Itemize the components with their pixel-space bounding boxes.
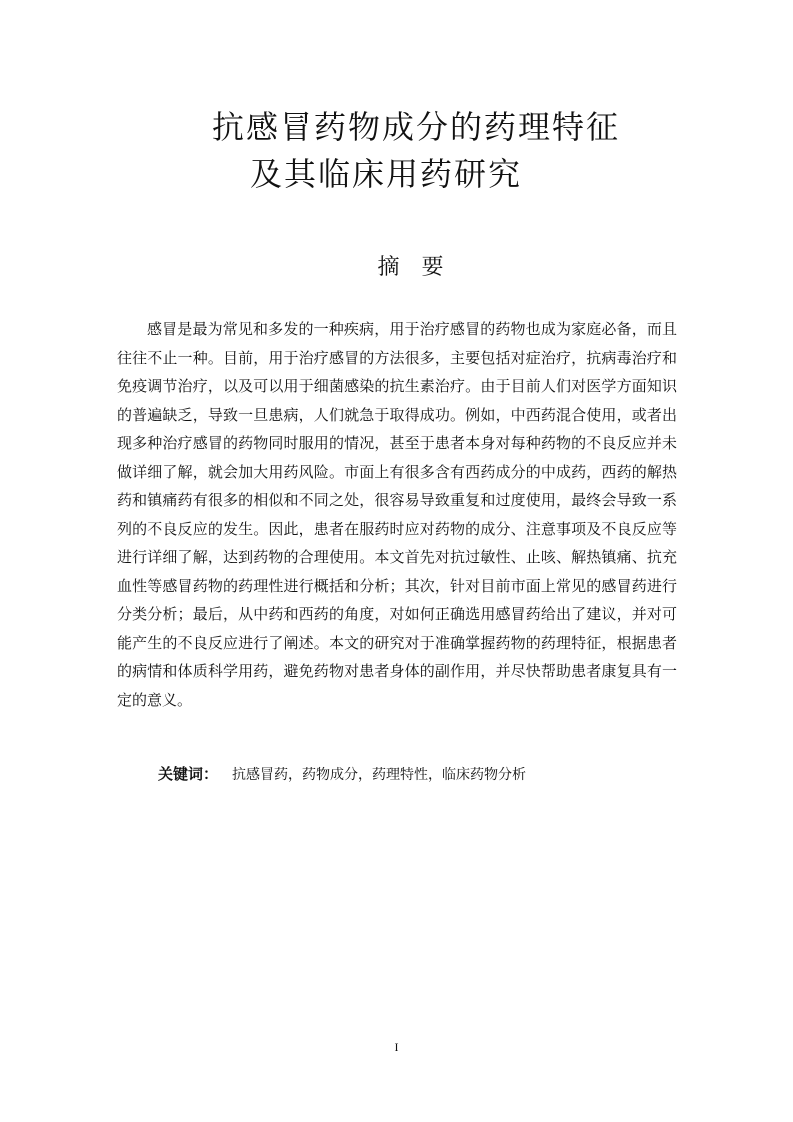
keywords-label: 关键词： [158,765,219,783]
page-number: I [394,1040,399,1054]
title-line-1: 抗感冒药物成分的药理特征 [212,108,621,146]
title-line-2: 及其临床用药研究 [250,155,523,193]
keywords-line [158,762,526,787]
keywords-value: 抗感冒药，药物成分，药理特性，临床药物分析 [232,767,527,783]
abstract-paragraph: 感冒是最为常见和多发的一种疾病，用于治疗感冒的药物也成为家庭必备，而且往往不止一种。目前，用于治疗感冒的方法很多，主要包括对症治疗，抗病毒治疗和免疫调节治疗，以及可以用于细菌感染的抗生素治疗。由于目前人们对医学方面知识的普遍缺乏，导致一旦患病，人们就急于取得成功。例如，中西药混合使用，或者出现多种治疗感冒的药物同时服用的情况，甚至于患者本身对每种药物的不良反应并未做详细了解，就会加大用药风险。市面上有很多含有西药成分的中成药，西药的解热药和镇痛药有很多的相似和不同之处，很容易导致重复和过度使用，最终会导致一系列的不良反应的发生。因此，患者在服药时应对药物的成分、注意事项及不良反应等进行详细了解，达到药物的合理使用。本文首先对抗过敏性、止咳、解热镇痛、抗充血性等感冒药物的药理性进行概括和分析；其次，针对目前市面上常见的感冒药进行分类分析；最后，从中药和西药的角度，对如何正确选用感冒药给出了建议，并对可能产生的不良反应进行了阐述。本文的研究对于准确掌握药物的药理特征，根据患者的病情和体质科学用药，避免药物对患者身体的副作用，并尽快帮助患者康复具有一定的意义。 [117,320,677,709]
abstract-heading: 摘要 [377,255,466,280]
document-title [0,0,793,210]
